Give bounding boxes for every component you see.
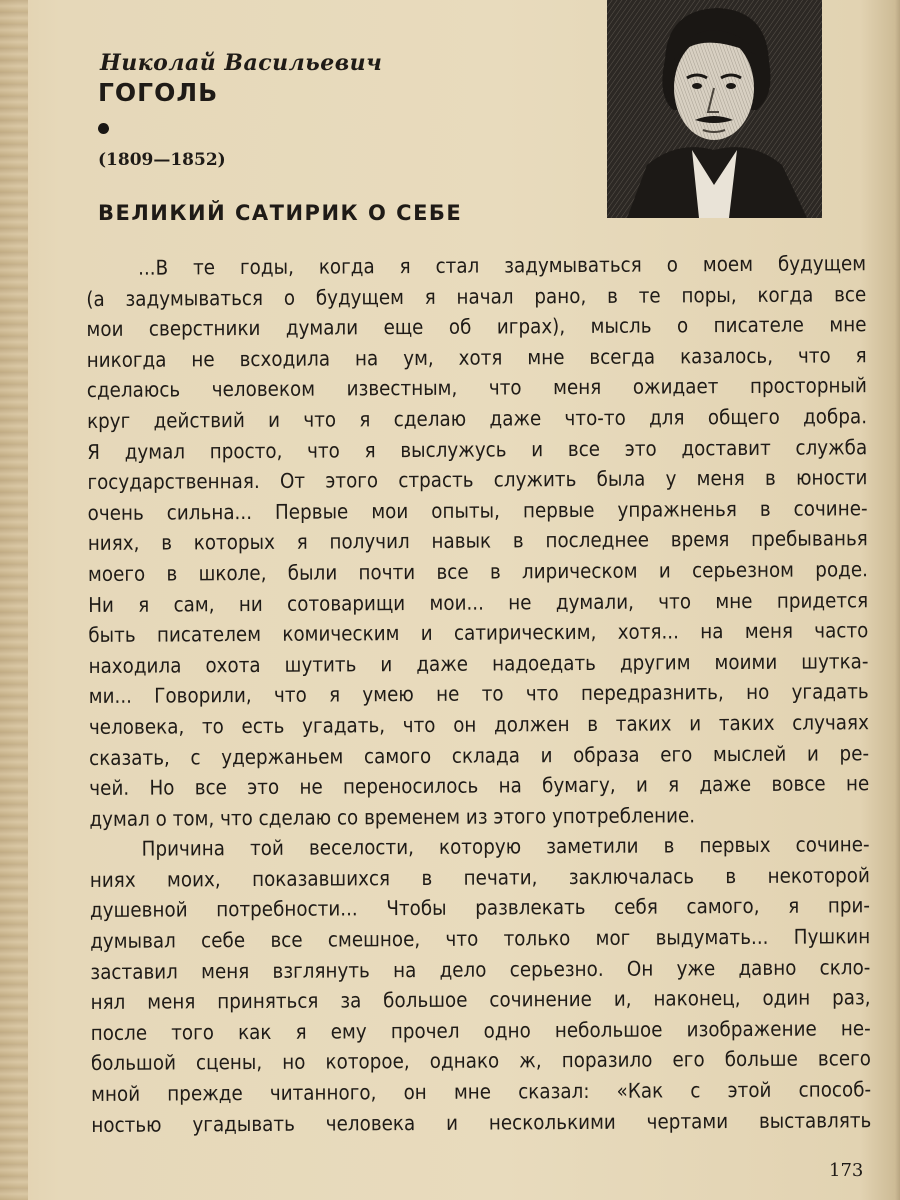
book-page (24, 0, 890, 1200)
text-line: Ни я сам, ни сотоварищи мои... не думали, что мне придется (88, 587, 869, 617)
text-line: ностью угадывать человека и несколькими чертами выставлять (91, 1107, 872, 1137)
text-line: ми... Говорили, что я умею не то что передразнить, но угадать (88, 679, 869, 709)
text-line: ниях моих, показавшихся в печати, заключалась в некоторой (89, 863, 870, 892)
page-number: 173 (829, 1160, 864, 1181)
text-line: душевной потребности... Чтобы развлекать себя самого, я при- (89, 893, 871, 923)
text-line: чей. Но все это не переносилось на бумагу, и я даже вовсе не (89, 771, 870, 801)
author-years: (1809—1852) (98, 150, 226, 170)
portrait-icon (607, 0, 822, 218)
author-first-name: Николай Васильевич (100, 50, 383, 76)
text-line: находила охота шутить и даже надоедать другим моими шутка- (88, 648, 869, 678)
text-line: круг действий и что я сделаю даже что-то для общего добра. (86, 404, 868, 433)
author-last-name: ГОГОЛЬ (98, 78, 219, 107)
section-heading: ВЕЛИКИЙ САТИРИК О СЕБЕ (98, 201, 463, 225)
text-line: никогда не всходила на ум, хотя мне всегда казалось, что я (86, 343, 867, 372)
text-line: Причина той веселости, которую заметили в первых сочине- (141, 832, 870, 861)
text-line: очень сильна... Первые мои опыты, первые упражненья в сочине- (87, 495, 868, 525)
text-line: сделаюсь человеком известным, что меня ожидает просторный (86, 373, 867, 403)
text-line: мной прежде читанного, он мне сказал: «Как с этой способ- (91, 1077, 872, 1107)
text-line: ...В те годы, когда я стал задумываться о моем будущем (138, 251, 867, 280)
text-line: думал о том, что сделаю со временем из этого употребление. (89, 802, 696, 831)
body-text (86, 248, 871, 1140)
text-line: большой сцены, но которое, однако ж, поразило его больше всего (90, 1046, 872, 1076)
text-line: нял меня приняться за большое сочинение и, наконец, один раз, (90, 985, 871, 1015)
text-line: после того как я ему прочел одно небольшое изображение не- (90, 1016, 871, 1045)
text-line: (а задумываться о будущем я начал рано, в те поры, когда все (86, 281, 867, 311)
text-line: государственная. От этого страсть служить была у меня в юности (87, 465, 868, 495)
text-line: быть писателем комическим и сатирическим, хотя... на меня часто (88, 618, 869, 648)
text-line: Я думал просто, что я выслужусь и все это доставит служба (87, 434, 868, 464)
text-line: мои сверстники думали еще об играх), мысль о писателе мне (86, 312, 867, 342)
text-line: сказать, с удержаньем самого склада и образа его мыслей и ре- (89, 740, 870, 770)
text-line: человека, то есть угадать, что он должен в таких и таких случаях (88, 710, 869, 739)
text-line: моего в школе, были почти все в лирическом и серьезном роде. (87, 557, 869, 586)
text-line: ниях, в которых я получил навык в последнее время пребыванья (87, 526, 868, 556)
text-line: думывал себе все смешное, что только мог выдумать... Пушкин (90, 924, 871, 954)
bullet-icon (98, 123, 109, 134)
text-line: заставил меня взглянуть на дело серьезно. Он уже давно скло- (90, 954, 871, 984)
